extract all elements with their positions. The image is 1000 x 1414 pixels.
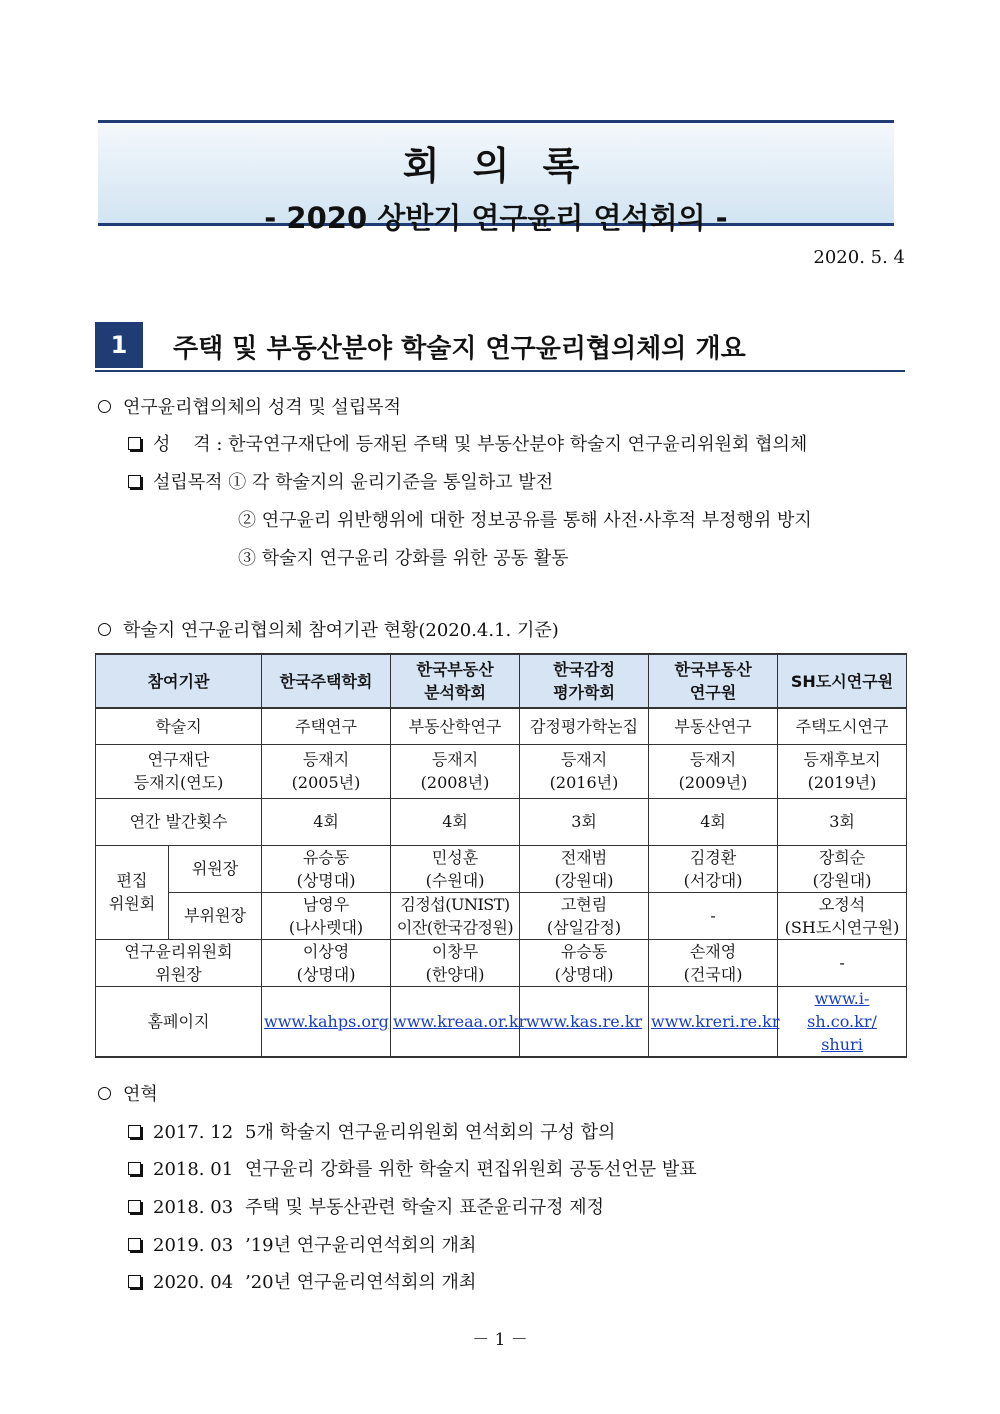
section-heading bbox=[95, 322, 905, 372]
table-cell: 전재범 (강원대) bbox=[520, 845, 649, 892]
table-cell: 3회 bbox=[520, 798, 649, 845]
row-label: 연구재단 등재지(연도) bbox=[96, 744, 262, 798]
header-org: SH도시연구원 bbox=[778, 654, 907, 708]
table-cell: - bbox=[778, 939, 907, 986]
document-subtitle: - 2020 상반기 연구윤리 연석회의 - bbox=[264, 201, 728, 235]
table-cell: 손재영 (건국대) bbox=[649, 939, 778, 986]
table-cell: 4회 bbox=[391, 798, 520, 845]
table-cell: 오정석 (SH도시연구원) bbox=[778, 892, 907, 939]
table-row bbox=[96, 744, 907, 798]
header-label: 참여기관 bbox=[96, 654, 262, 708]
document-title: 회 의 록 bbox=[402, 144, 590, 188]
table-cell: - bbox=[649, 892, 778, 939]
table-cell: 등재지 (2016년) bbox=[520, 744, 649, 798]
table-cell: 유승동 (상명대) bbox=[262, 845, 391, 892]
history-item: 2019. 03 ’19년 연구윤리연석회의 개최 bbox=[128, 1231, 476, 1257]
table-cell: 등재지 (2009년) bbox=[649, 744, 778, 798]
square-bullet-icon bbox=[128, 1275, 141, 1288]
purpose-nature: 성 격 : 한국연구재단에 등재된 주택 및 부동산분야 학술지 연구윤리위원회 협의체 bbox=[128, 430, 807, 456]
header-org: 한국부동산 연구원 bbox=[649, 654, 778, 708]
row-group-label: 편집 위원회 bbox=[96, 845, 169, 939]
table-cell: 고현림 (삼일감정) bbox=[520, 892, 649, 939]
table-cell: 감정평가학논집 bbox=[520, 708, 649, 744]
square-bullet-icon bbox=[128, 1162, 141, 1175]
purpose-goal-2: ② 연구윤리 위반행위에 대한 정보공유를 통해 사전·사후적 부정행위 방지 bbox=[238, 510, 812, 531]
history-heading: 연혁 bbox=[98, 1080, 158, 1106]
homepage-link[interactable]: www.kreaa.or.kr bbox=[393, 1011, 527, 1031]
table-heading: 학술지 연구윤리협의체 참여기관 현황(2020.4.1. 기준) bbox=[98, 616, 559, 642]
purpose-goal-3: ③ 학술지 연구윤리 강화를 위한 공동 활동 bbox=[238, 548, 569, 569]
table-row bbox=[96, 939, 907, 986]
table-cell: 유승동 (상명대) bbox=[520, 939, 649, 986]
square-bullet-icon bbox=[128, 1125, 141, 1138]
table-row bbox=[96, 986, 907, 1057]
table-cell: 4회 bbox=[649, 798, 778, 845]
history-item: 2017. 12 5개 학술지 연구윤리위원회 연석회의 구성 합의 bbox=[128, 1118, 615, 1144]
square-bullet-icon bbox=[128, 437, 141, 450]
row-label: 홈페이지 bbox=[96, 986, 262, 1057]
header-org: 한국감정 평가학회 bbox=[520, 654, 649, 708]
table-row bbox=[96, 845, 907, 892]
table-cell: 이창무 (한양대) bbox=[391, 939, 520, 986]
table-cell: 남영우 (나사렛대) bbox=[262, 892, 391, 939]
table-cell: 부동산연구 bbox=[649, 708, 778, 744]
page-number: － 1 － bbox=[472, 1330, 528, 1350]
row-label: 학술지 bbox=[96, 708, 262, 744]
square-bullet-icon bbox=[128, 1200, 141, 1213]
table-cell: 등재후보지 (2019년) bbox=[778, 744, 907, 798]
homepage-link[interactable]: www.kahps.org bbox=[264, 1011, 389, 1031]
document-date: 2020. 5. 4 bbox=[813, 247, 905, 268]
purpose-goal-1: 설립목적 ① 각 학술지의 윤리기준을 통일하고 발전 bbox=[128, 468, 553, 494]
table-cell bbox=[520, 986, 649, 1057]
table-cell: 4회 bbox=[262, 798, 391, 845]
table-cell: 3회 bbox=[778, 798, 907, 845]
table-row bbox=[96, 798, 907, 845]
table-cell: 부동산학연구 bbox=[391, 708, 520, 744]
table-cell bbox=[649, 986, 778, 1057]
table-row bbox=[96, 708, 907, 744]
header-org: 한국주택학회 bbox=[262, 654, 391, 708]
table-cell: 등재지 (2008년) bbox=[391, 744, 520, 798]
table-cell: 민성훈 (수원대) bbox=[391, 845, 520, 892]
homepage-link[interactable]: www.kreri.re.kr bbox=[651, 1011, 780, 1031]
table-cell: 주택도시연구 bbox=[778, 708, 907, 744]
row-label: 위원장 bbox=[169, 845, 262, 892]
participating-org-table bbox=[95, 653, 907, 1058]
table-cell: 등재지 (2005년) bbox=[262, 744, 391, 798]
table-cell: 김경환 (서강대) bbox=[649, 845, 778, 892]
table-row bbox=[96, 892, 907, 939]
row-label: 연구윤리위원회 위원장 bbox=[96, 939, 262, 986]
section-number: 1 bbox=[95, 322, 143, 368]
circle-bullet-icon bbox=[98, 400, 111, 413]
table-cell bbox=[778, 986, 907, 1057]
homepage-link[interactable]: www.i-sh.co.kr/ shuri bbox=[807, 988, 877, 1054]
homepage-link[interactable]: www.kas.re.kr bbox=[525, 1011, 643, 1031]
square-bullet-icon bbox=[128, 475, 141, 488]
purpose-heading: 연구윤리협의체의 성격 및 설립목적 bbox=[98, 393, 401, 419]
table-header-row bbox=[96, 654, 907, 708]
table-cell: 이상영 (상명대) bbox=[262, 939, 391, 986]
circle-bullet-icon bbox=[98, 623, 111, 636]
table-cell bbox=[391, 986, 527, 1057]
square-bullet-icon bbox=[128, 1238, 141, 1251]
table-cell bbox=[262, 986, 391, 1057]
row-label: 부위원장 bbox=[169, 892, 262, 939]
circle-bullet-icon bbox=[98, 1087, 111, 1100]
table-cell: 주택연구 bbox=[262, 708, 391, 744]
table-cell: 장희순 (강원대) bbox=[778, 845, 907, 892]
table-cell: 김정섭(UNIST) 이잔(한국감정원) bbox=[391, 892, 520, 939]
history-item: 2018. 03 주택 및 부동산관련 학술지 표준윤리규정 제정 bbox=[128, 1193, 604, 1219]
section-title: 주택 및 부동산분야 학술지 연구윤리협의체의 개요 bbox=[173, 334, 746, 364]
header-org: 한국부동산 분석학회 bbox=[391, 654, 520, 708]
row-label: 연간 발간횟수 bbox=[96, 798, 262, 845]
document-title-box bbox=[98, 120, 894, 235]
history-item: 2018. 01 연구윤리 강화를 위한 학술지 편집위원회 공동선언문 발표 bbox=[128, 1155, 697, 1181]
history-item: 2020. 04 ’20년 연구윤리연석회의 개최 bbox=[128, 1268, 476, 1294]
